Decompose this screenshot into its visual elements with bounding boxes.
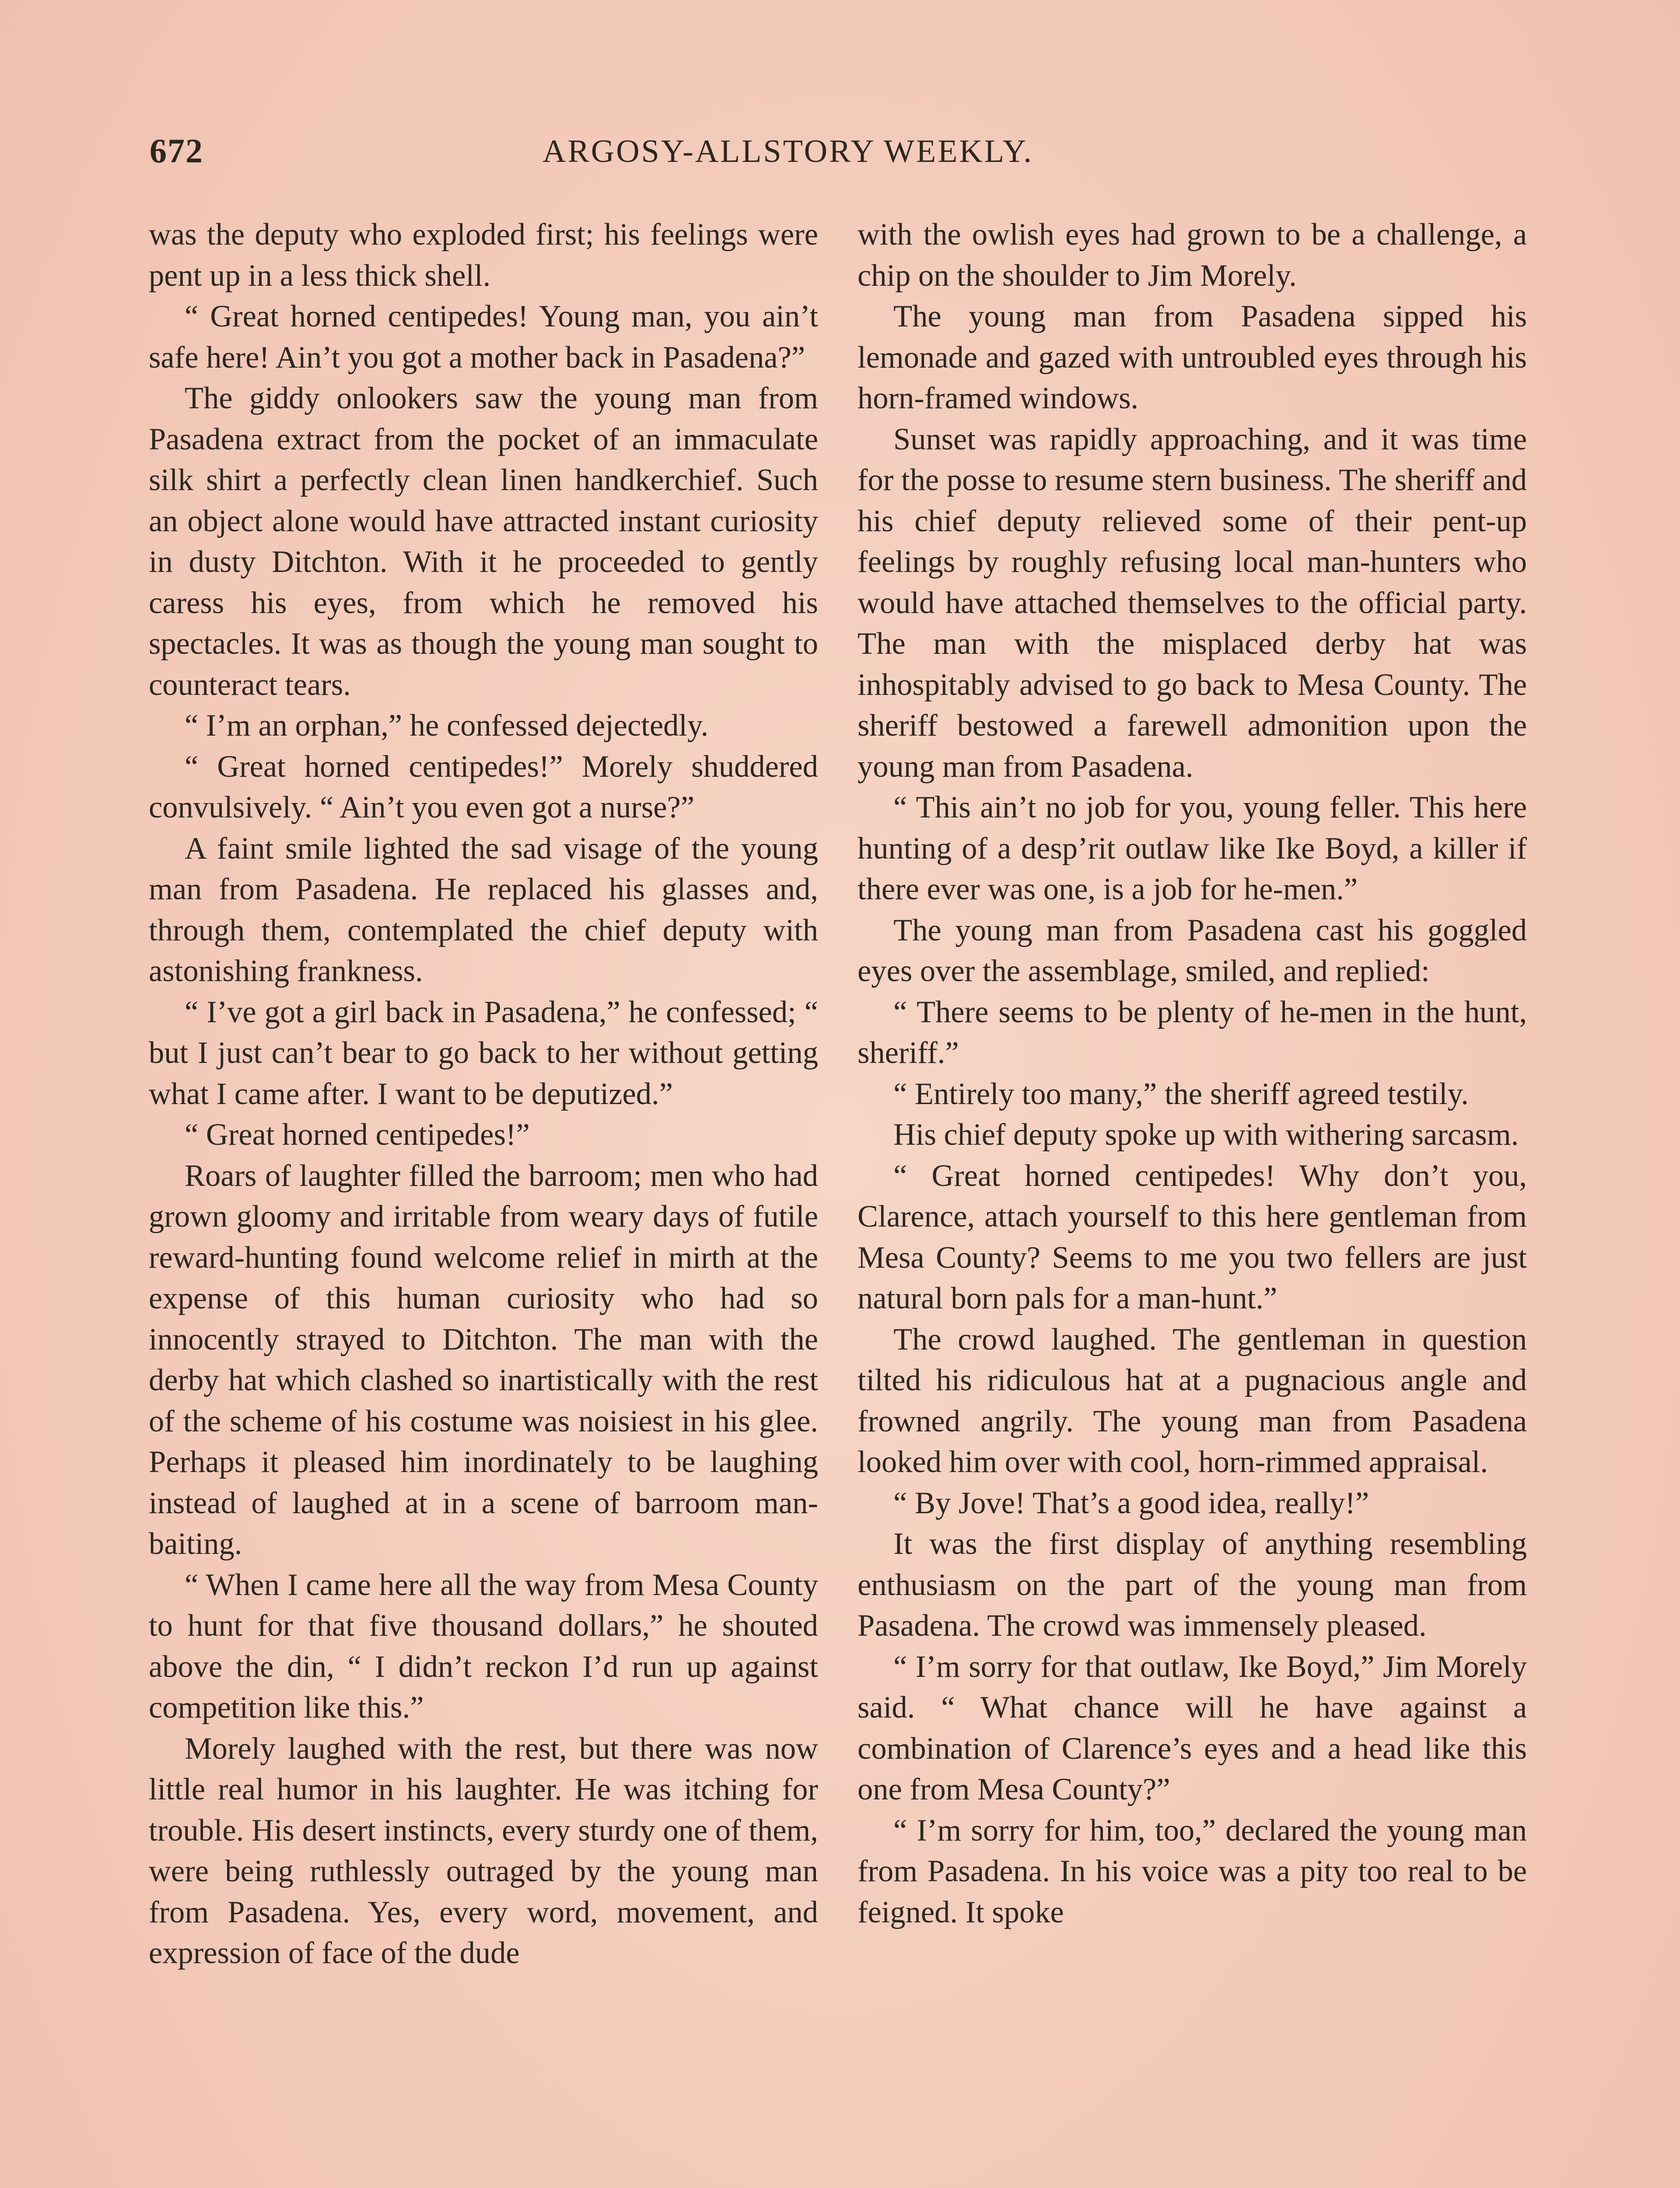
paragraph: “ By Jove! That’s a good idea, really!” bbox=[893, 1486, 1369, 1520]
paragraph: with the owlish eyes had grown to be a challenge, a chip on the shoulder to Jim Morely. bbox=[858, 217, 1527, 293]
paragraph: A faint smile lighted the sad visage of the young man from Pasadena. He replaced his glasses and, through them, contemplated the chief deputy with astonishing frankness. bbox=[149, 831, 818, 988]
paragraph: “ I’m an orphan,” he confessed dejectedly. bbox=[185, 708, 709, 743]
paragraph: “ I’m sorry for him, too,” declared the young man from Pasadena. In his voice was a pity too real to be feigned. It spoke bbox=[858, 1813, 1527, 1929]
paragraph: Sunset was rapidly approaching, and it was time for the posse to resume stern business. The sheriff and his chief deputy relieved some of their pent-up feelings by roughly refusing local man-hunters who would have attached themselves to the official party. The man with the misplaced derby hat was inhospitably advised to go back to Mesa County. The sheriff bestowed a farewell admonition upon the young man from Pasadena. bbox=[858, 422, 1527, 784]
paragraph: “ Great horned centipedes!” bbox=[185, 1118, 530, 1152]
paragraph: “ When I came here all the way from Mesa County to hunt for that five thousand dollars,” he shouted above the din, “ I didn’t reckon I’d run up against competition like this.” bbox=[149, 1567, 818, 1725]
paragraph: The crowd laughed. The gentleman in question tilted his ridiculous hat at a pugnacious angle and frowned angrily. The young man from Pasadena looked him over with cool, horn-rimmed appraisal. bbox=[858, 1322, 1527, 1479]
paragraph: “ This ain’t no job for you, young feller. This here hunting of a desp’rit outlaw like Ike Boyd, a killer if there ever was one, is a job for he-men.” bbox=[858, 790, 1527, 906]
left-column bbox=[149, 214, 818, 1974]
paragraph: The giddy onlookers saw the young man from Pasadena extract from the pocket of an immaculate silk shirt a perfectly clean linen handkerchief. Such an object alone would have attracted instant curiosity in dusty Ditchton. With it he proceeded to gently caress his eyes, from which he removed his spectacles. It was as though the young man sought to counteract tears. bbox=[149, 381, 818, 702]
paragraph: “ Entirely too many,” the sheriff agreed testily. bbox=[893, 1076, 1469, 1111]
paragraph: “ I’ve got a girl back in Pasadena,” he confessed; “ but I just can’t bear to go back to her without getting what I came after. I want to be deputized.” bbox=[149, 995, 818, 1111]
paragraph: His chief deputy spoke up with withering sarcasm. bbox=[893, 1118, 1519, 1152]
paragraph: “ Great horned centipedes! Why don’t you, Clarence, attach yourself to this here gentleman from Mesa County? Seems to me you two fellers are just natural born pals for a man-hunt.” bbox=[858, 1158, 1527, 1315]
paragraph: “ There seems to be plenty of he-men in the hunt, sheriff.” bbox=[858, 995, 1527, 1070]
paragraph: The young man from Pasadena sipped his lemonade and gazed with untroubled eyes through his horn-framed windows. bbox=[858, 299, 1527, 415]
running-head: ARGOSY-ALLSTORY WEEKLY. bbox=[542, 133, 1034, 169]
paragraph: was the deputy who exploded first; his feelings were pent up in a less thick shell. bbox=[149, 217, 818, 293]
paragraph: It was the first display of anything resembling enthusiasm on the part of the young man from Pasadena. The crowd was immensely pleased. bbox=[858, 1527, 1527, 1643]
paragraph: Morely laughed with the rest, but there was now little real humor in his laughter. He was itching for trouble. His desert instincts, every sturdy one of them, were being ruthlessly outraged by the young man from Pasadena. Yes, every word, movement, and expression of face of the dude bbox=[149, 1731, 818, 1970]
right-column bbox=[858, 214, 1527, 1933]
paragraph: Roars of laughter filled the barroom; men who had grown gloomy and irritable from weary days of futile reward-hunting found welcome relief in mirth at the expense of this human curiosity who had so innocently strayed to Ditchton. The man with the derby hat which clashed so inartistically with the rest of the scheme of his costume was noisiest in his glee. Perhaps it pleased him inordinately to be laughing instead of laughed at in a scene of barroom man-baiting. bbox=[149, 1158, 818, 1561]
paragraph: The young man from Pasadena cast his goggled eyes over the assemblage, smiled, and replied: bbox=[858, 913, 1527, 988]
page-number: 672 bbox=[150, 132, 203, 170]
paragraph: “ Great horned centipedes! Young man, you ain’t safe here! Ain’t you got a mother back in Pasadena?” bbox=[149, 299, 818, 375]
paragraph: “ Great horned centipedes!” Morely shuddered convulsively. “ Ain’t you even got a nurse?” bbox=[149, 749, 818, 824]
paragraph: “ I’m sorry for that outlaw, Ike Boyd,” Jim Morely said. “ What chance will he have against a combination of Clarence’s eyes and a head like this one from Mesa County?” bbox=[858, 1649, 1527, 1806]
